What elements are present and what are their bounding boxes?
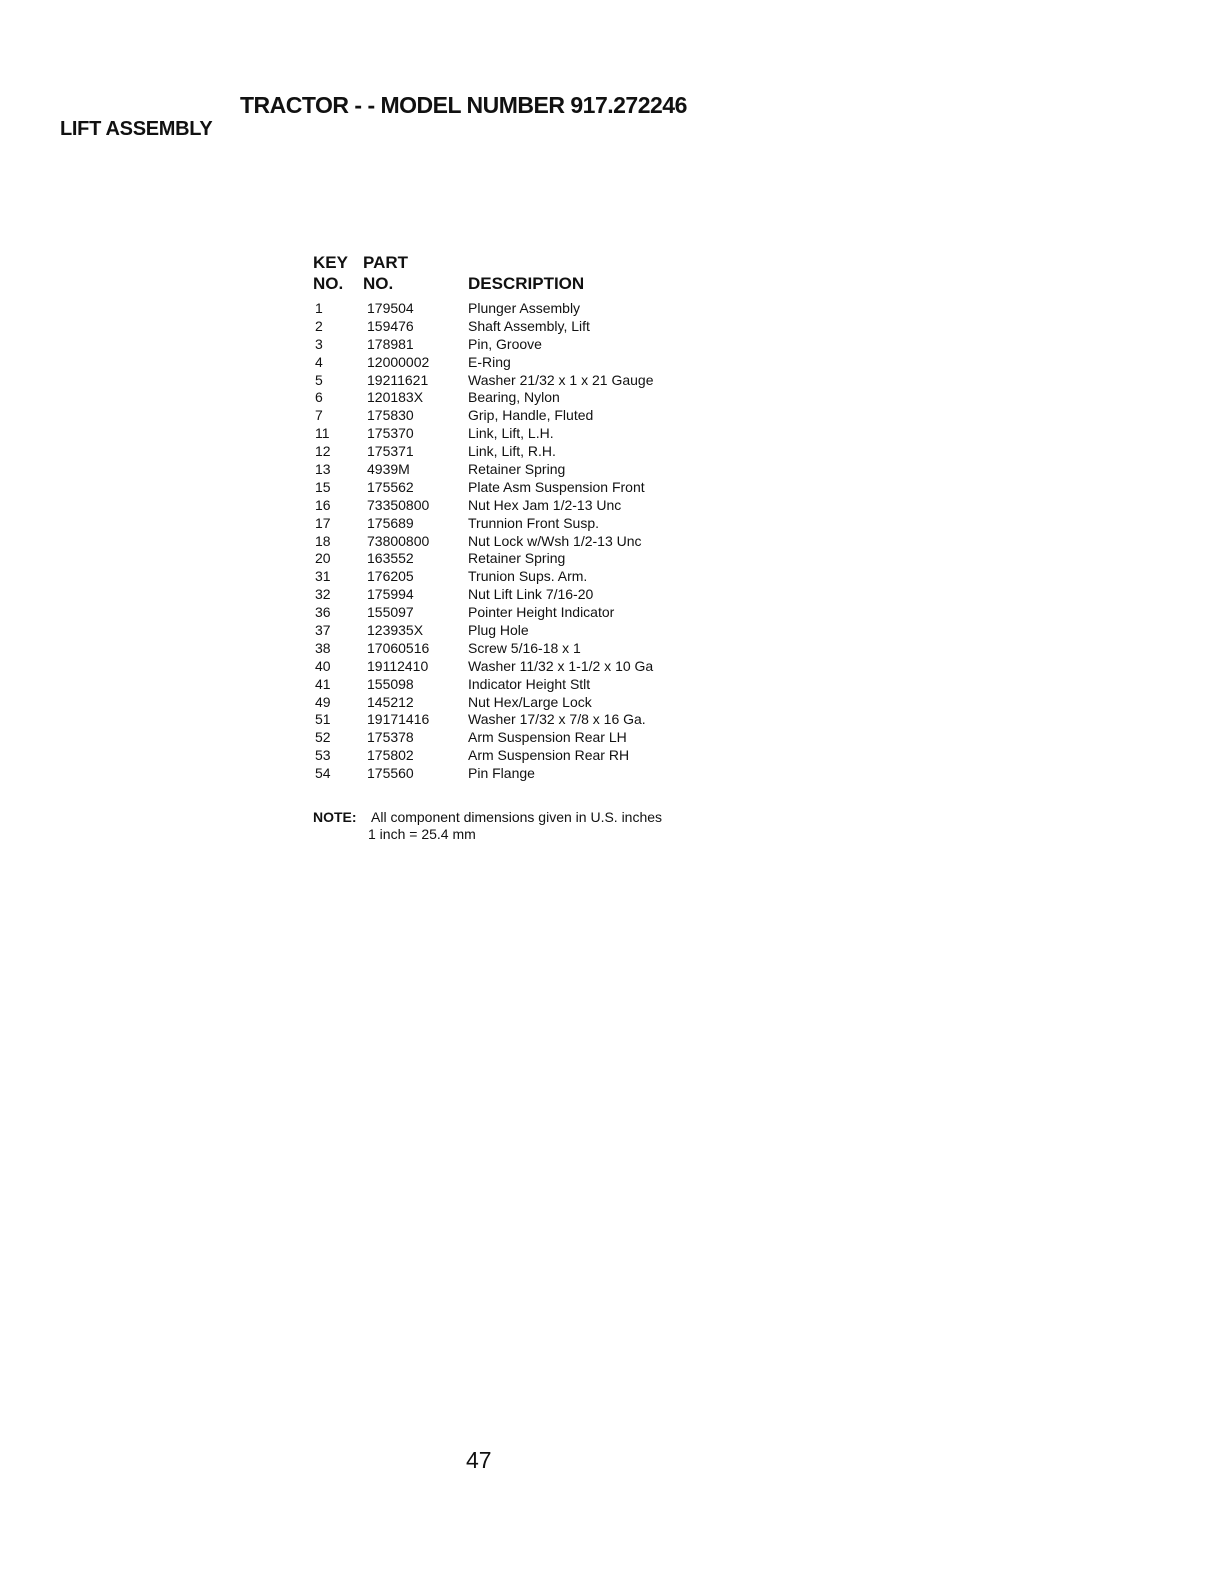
table-row bbox=[0, 461, 1221, 479]
part-number: 145212 bbox=[367, 693, 414, 710]
section-title: LIFT ASSEMBLY bbox=[60, 118, 213, 140]
part-description: Trunion Sups. Arm. bbox=[468, 568, 588, 585]
table-row bbox=[0, 515, 1221, 533]
key-number: 16 bbox=[315, 496, 331, 513]
part-description: Arm Suspension Rear RH bbox=[468, 747, 630, 764]
key-number: 11 bbox=[315, 425, 330, 442]
table-row bbox=[0, 407, 1221, 425]
part-number: 179504 bbox=[367, 300, 414, 316]
part-number: 120183X bbox=[367, 389, 424, 406]
note-label: NOTE: bbox=[313, 809, 357, 825]
key-number: 52 bbox=[315, 729, 331, 746]
note-text: All component dimensions given in U.S. inches bbox=[371, 809, 663, 825]
part-description: Screw 5/16-18 x 1 bbox=[468, 639, 581, 656]
part-number: 12000002 bbox=[367, 353, 430, 370]
part-description: Link, Lift, L.H. bbox=[468, 425, 554, 442]
part-number: 175802 bbox=[367, 747, 414, 764]
table-row bbox=[0, 497, 1221, 515]
key-number: 12 bbox=[315, 443, 331, 460]
key-number: 41 bbox=[315, 675, 331, 692]
part-number: 17060516 bbox=[367, 639, 430, 656]
part-description: Plate Asm Suspension Front bbox=[468, 478, 645, 495]
key-number: 20 bbox=[315, 550, 331, 567]
table-row bbox=[0, 550, 1221, 568]
part-description: Link, Lift, R.H. bbox=[468, 443, 556, 460]
table-row bbox=[0, 622, 1221, 640]
part-description: Shaft Assembly, Lift bbox=[468, 317, 590, 334]
part-description: Washer 17/32 x 7/8 x 16 Ga. bbox=[468, 711, 646, 728]
header-key-line2: NO. bbox=[313, 274, 344, 293]
key-number: 1 bbox=[315, 300, 323, 316]
part-number: 73350800 bbox=[367, 496, 430, 513]
key-number: 7 bbox=[315, 407, 323, 424]
table-row bbox=[0, 568, 1221, 586]
part-description: Retainer Spring bbox=[468, 550, 566, 567]
part-description: Pointer Height Indicator bbox=[468, 604, 615, 621]
part-number: 175560 bbox=[367, 765, 414, 782]
part-number: 175562 bbox=[367, 478, 414, 495]
part-description: Plunger Assembly bbox=[468, 300, 581, 316]
table-row bbox=[0, 640, 1221, 658]
table-row bbox=[0, 479, 1221, 497]
table-row bbox=[0, 533, 1221, 551]
part-number: 178981 bbox=[367, 335, 414, 352]
part-number: 175994 bbox=[367, 586, 414, 603]
key-number: 38 bbox=[315, 639, 331, 656]
part-number: 175378 bbox=[367, 729, 414, 746]
part-description: Nut Lift Link 7/16-20 bbox=[468, 586, 594, 603]
table-row bbox=[0, 604, 1221, 622]
part-number: 19211621 bbox=[367, 371, 429, 388]
key-number: 3 bbox=[315, 335, 323, 352]
header-key-line1: KEY bbox=[313, 253, 348, 272]
key-number: 18 bbox=[315, 532, 331, 549]
header-part-line2: NO. bbox=[363, 274, 394, 293]
part-number: 19112410 bbox=[367, 657, 429, 674]
part-number: 175689 bbox=[367, 514, 414, 531]
table-row bbox=[0, 354, 1221, 372]
table-row bbox=[0, 389, 1221, 407]
page-title: TRACTOR - - MODEL NUMBER 917.272246 bbox=[240, 92, 687, 118]
table-row bbox=[0, 318, 1221, 336]
table-row bbox=[0, 443, 1221, 461]
part-number: 155098 bbox=[367, 675, 414, 692]
page-number: 47 bbox=[466, 1447, 492, 1473]
part-description: Nut Hex/Large Lock bbox=[468, 693, 592, 710]
part-number: 163552 bbox=[367, 550, 414, 567]
table-row bbox=[0, 747, 1221, 765]
part-number: 175371 bbox=[367, 443, 414, 460]
key-number: 40 bbox=[315, 657, 331, 674]
note-conversion: 1 inch = 25.4 mm bbox=[368, 826, 476, 842]
key-number: 4 bbox=[315, 353, 323, 370]
table-row bbox=[0, 336, 1221, 354]
part-description: Retainer Spring bbox=[468, 461, 566, 478]
part-number: 175370 bbox=[367, 425, 414, 442]
part-number: 73800800 bbox=[367, 532, 430, 549]
part-number: 176205 bbox=[367, 568, 414, 585]
header-part-line1: PART bbox=[363, 253, 409, 272]
part-description: Pin Flange bbox=[468, 765, 535, 782]
part-number: 4939M bbox=[367, 461, 410, 478]
key-number: 49 bbox=[315, 693, 331, 710]
key-number: 5 bbox=[315, 371, 323, 388]
key-number: 17 bbox=[315, 514, 331, 531]
key-number: 54 bbox=[315, 765, 331, 782]
table-row bbox=[0, 658, 1221, 676]
part-description: Bearing, Nylon bbox=[468, 389, 560, 406]
part-description: Trunnion Front Susp. bbox=[468, 514, 599, 531]
table-row bbox=[0, 765, 1221, 783]
key-number: 2 bbox=[315, 317, 323, 334]
table-row bbox=[0, 711, 1221, 729]
part-description: Pin, Groove bbox=[468, 335, 542, 352]
part-number: 159476 bbox=[367, 317, 414, 334]
table-row bbox=[0, 694, 1221, 712]
table-row bbox=[0, 676, 1221, 694]
table-row bbox=[0, 586, 1221, 604]
part-description: Arm Suspension Rear LH bbox=[468, 729, 627, 746]
key-number: 31 bbox=[315, 568, 331, 585]
part-description: Indicator Height Stlt bbox=[468, 675, 591, 692]
part-description: Washer 11/32 x 1-1/2 x 10 Ga bbox=[468, 657, 654, 674]
key-number: 37 bbox=[315, 622, 331, 639]
table-row bbox=[0, 729, 1221, 747]
table-row bbox=[0, 425, 1221, 443]
part-number: 123935X bbox=[367, 622, 424, 639]
part-description: Nut Lock w/Wsh 1/2-13 Unc bbox=[468, 532, 642, 549]
part-number: 175830 bbox=[367, 407, 414, 424]
key-number: 51 bbox=[315, 711, 331, 728]
header-description: DESCRIPTION bbox=[468, 274, 585, 293]
part-number: 155097 bbox=[367, 604, 414, 621]
key-number: 32 bbox=[315, 586, 331, 603]
part-number: 19171416 bbox=[367, 711, 430, 728]
key-number: 13 bbox=[315, 461, 331, 478]
key-number: 6 bbox=[315, 389, 323, 406]
part-description: Grip, Handle, Fluted bbox=[468, 407, 594, 424]
parts-table bbox=[0, 300, 1221, 783]
part-description: Plug Hole bbox=[468, 622, 529, 639]
part-description: E-Ring bbox=[468, 353, 511, 370]
key-number: 36 bbox=[315, 604, 331, 621]
key-number: 53 bbox=[315, 747, 331, 764]
table-row bbox=[0, 372, 1221, 390]
part-description: Nut Hex Jam 1/2-13 Unc bbox=[468, 496, 622, 513]
table-row bbox=[0, 300, 1221, 318]
key-number: 15 bbox=[315, 478, 331, 495]
part-description: Washer 21/32 x 1 x 21 Gauge bbox=[468, 371, 654, 388]
